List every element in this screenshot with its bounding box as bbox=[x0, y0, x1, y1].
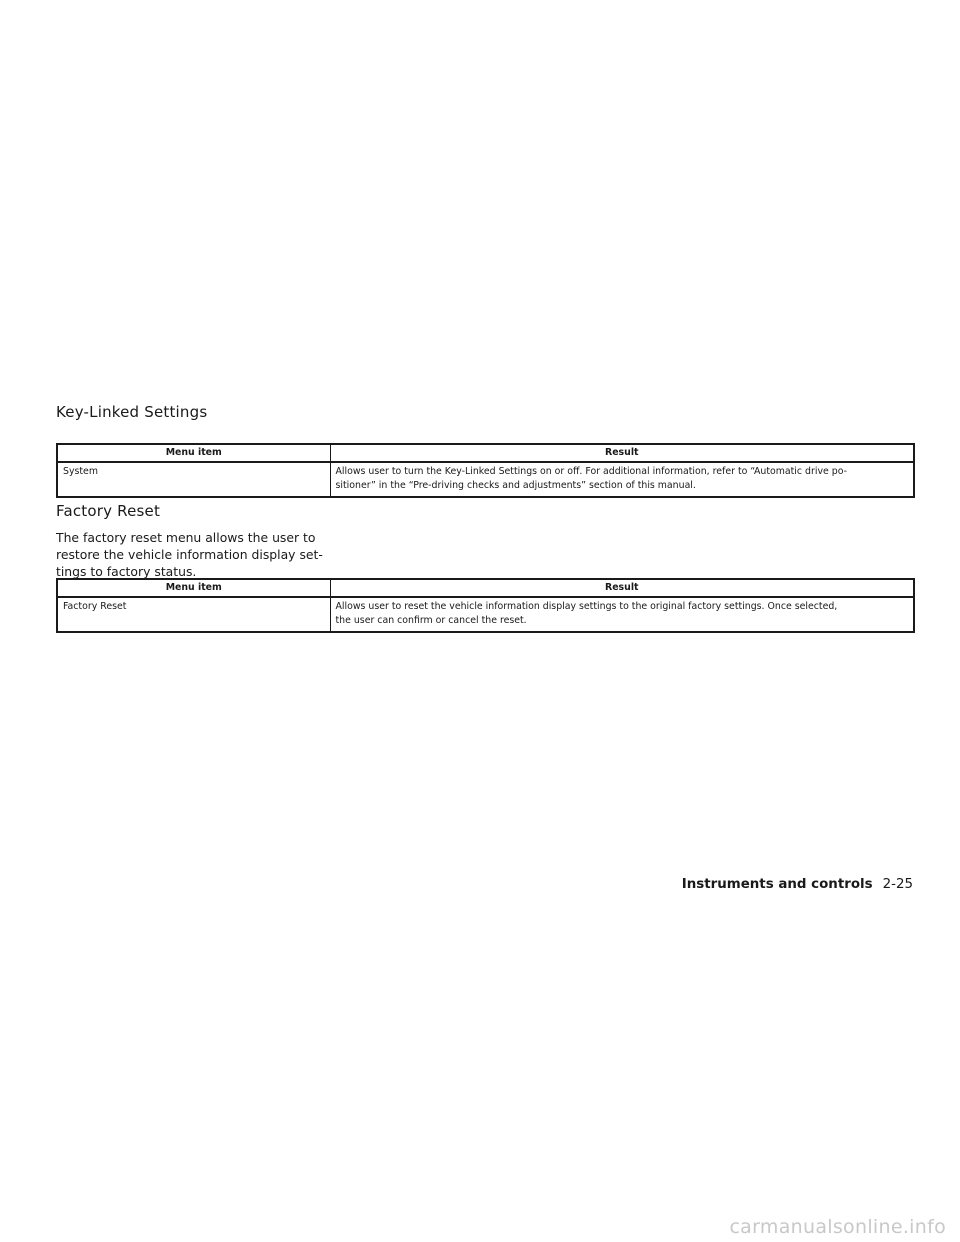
column-header-menu-item: Menu item bbox=[57, 444, 330, 462]
watermark: carmanualsonline.info bbox=[729, 1216, 946, 1238]
column-header-menu-item: Menu item bbox=[57, 579, 330, 597]
result-cell: Allows user to reset the vehicle information display settings to the original factory settings. Once selected, the user can confirm or cancel the reset. bbox=[335, 601, 838, 626]
menu-item-cell: Factory Reset bbox=[57, 597, 330, 632]
table-header-row bbox=[57, 444, 914, 462]
column-header-result: Result bbox=[330, 444, 914, 462]
factory-reset-description: The factory reset menu allows the user to restore the vehicle information display set- tings to factory status. bbox=[56, 530, 323, 579]
section-title-factory-reset: Factory Reset bbox=[56, 502, 161, 520]
section-title-key-linked-settings: Key-Linked Settings bbox=[56, 403, 208, 421]
factory-reset-table bbox=[56, 578, 915, 633]
page-footer bbox=[682, 877, 913, 892]
page-number: 2-25 bbox=[882, 877, 913, 892]
menu-item-cell: System bbox=[57, 462, 330, 497]
table-row bbox=[57, 462, 914, 497]
table-row bbox=[57, 597, 914, 632]
footer-section-name: Instruments and controls bbox=[681, 877, 873, 892]
column-header-result: Result bbox=[330, 579, 914, 597]
key-linked-settings-table bbox=[56, 443, 915, 498]
table-header-row bbox=[57, 579, 914, 597]
result-cell: Allows user to turn the Key-Linked Settings on or off. For additional information, refer to “Automatic drive po- sitioner” in the “Pre-driving checks and adjustments” section of this manual. bbox=[335, 466, 847, 491]
